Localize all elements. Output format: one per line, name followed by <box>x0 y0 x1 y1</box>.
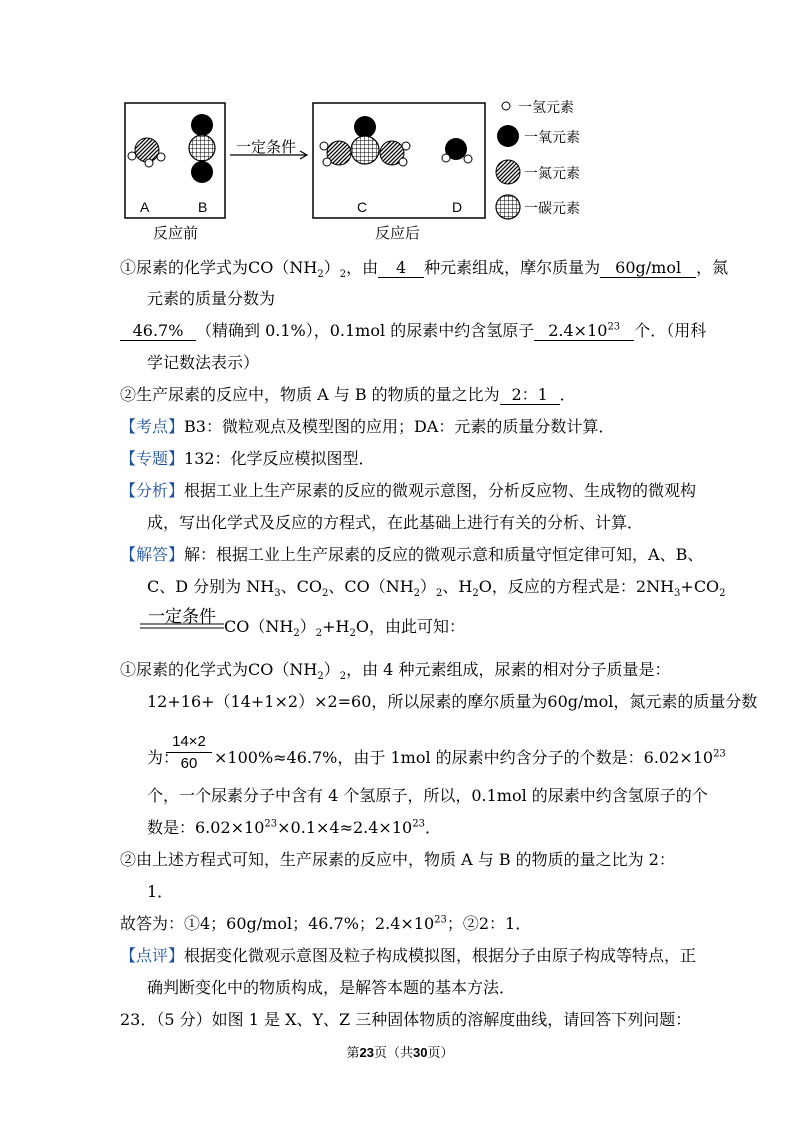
dianping-line1: 【点评】根据变化微观示意图及粒子构成模拟图，根据分子由原子构成等特点，正 <box>120 946 697 965</box>
molecule-a-ammonia <box>128 138 165 167</box>
jieda-p3-prefix: 为： <box>147 748 180 767</box>
legend-oxygen: 一氧元素 <box>524 130 580 146</box>
jieda-p6: ②由上述方程式可知，生产尿素的反应中，物质 A 与 B 的物质的量之比为 2： <box>120 850 675 869</box>
q1-line3: 46.7% （精确到 0.1%），0.1mol 的尿素中约含氢原子 $2.4\times 10^{23}$ 个．（用科 <box>120 321 706 341</box>
zhuanti: 【专题】132：化学反应模拟图型． <box>120 449 375 468</box>
legend-nitrogen-symbol <box>496 160 520 184</box>
answer-hydrogen-atoms: $2.4\times 10^{23}$ <box>534 322 634 341</box>
q1-line1: ①尿素的化学式为$CO(NH_2)_2$，由 4 种元素组成，摩尔质量为 60g/mol ，氮 <box>120 258 729 281</box>
caption-before: 反应前 <box>153 224 199 242</box>
page-number: 23 <box>359 1045 374 1060</box>
kaodian-tag: 【考点】 <box>120 417 185 436</box>
jieda-tag: 【解答】 <box>120 545 185 564</box>
kaodian: 【考点】B3：微粒观点及模型图的应用；DA：元素的质量分数计算． <box>120 417 615 436</box>
molecule-c-urea <box>320 116 410 166</box>
answer-mass-fraction: 46.7% <box>120 322 196 341</box>
fraction-bar <box>166 752 212 753</box>
jieda-p1: ①尿素的化学式为$CO(NH_2)_2$，由 4 种元素组成，尿素的相对分子质量是： <box>120 660 671 683</box>
page-footer: 第23页（共30页） <box>346 1045 454 1060</box>
legend-oxygen-symbol <box>497 125 519 147</box>
molecule-d-water <box>442 138 472 163</box>
fenxi-line2: 成，写出化学式及反应的方程式，在此基础上进行有关的分析、计算． <box>147 513 644 532</box>
label-c: C <box>357 199 368 215</box>
jieda-line3: $CO(NH_2)_2+H_2O$，由此可知： <box>224 617 465 640</box>
legend-hydrogen-symbol <box>502 102 510 110</box>
label-b: B <box>198 199 208 215</box>
answer-element-count: 4 <box>378 259 424 278</box>
legend <box>496 102 520 219</box>
label-d: D <box>452 199 463 215</box>
fenxi-line1: 【分析】根据工业上生产尿素的反应的微观示意图，分析反应物、生成物的微观构 <box>120 481 697 500</box>
dianping-tag: 【点评】 <box>120 946 185 965</box>
jieda-p4: 个，一个尿素分子中含有 4 个氢原子，所以，0.1mol 的尿素中约含氢原子的个 <box>147 786 708 805</box>
equation-condition: 一定条件 <box>148 607 216 627</box>
molecule-b-carbon-dioxide <box>189 114 215 183</box>
fraction-denominator: 60 <box>180 755 198 772</box>
jieda-line1: 【解答】解：根据工业上生产尿素的反应的微观示意和质量守恒定律可知，A、B、 <box>120 545 704 564</box>
jieda-p3: ×100%≈46.7%，由于 1mol 的尿素中约含分子的个数是：$6.02\times 10^{23}$ <box>214 748 726 767</box>
dianping-line2: 确判断变化中的物质构成，是解答本题的基本方法． <box>147 978 516 997</box>
legend-hydrogen: 一氢元素 <box>518 100 574 116</box>
page-total: 30 <box>413 1045 428 1060</box>
fenxi-tag: 【分析】 <box>120 481 185 500</box>
answer-molar-mass: 60g/mol <box>600 259 696 278</box>
legend-carbon-symbol <box>496 195 520 219</box>
q1-line4: 学记数法表示） <box>147 353 260 372</box>
jieda-p5: 数是：$6.02\times 10^{23}\times 0.1\times 4\approx 2.4\times 10^{23}$． <box>147 818 441 837</box>
question-23: 23．（5 分）如图 1 是 X、Y、Z 三种固体物质的溶解度曲线，请回答下列问题： <box>120 1010 692 1029</box>
legend-nitrogen: 一氮元素 <box>524 166 580 182</box>
legend-carbon: 一碳元素 <box>524 201 580 217</box>
condition-label: 一定条件 <box>236 138 297 156</box>
label-a: A <box>140 199 150 215</box>
answer-ratio: 2：1 <box>500 386 560 405</box>
q2-line: ②生产尿素的反应中，物质 A 与 B 的物质的量之比为 2：1 ． <box>120 385 576 404</box>
jieda-line2: C、D 分别为 $NH_3$、$CO_2$、$CO(NH_2)_2$、$H_2O$，反应的方程式是：$2NH_3+CO_2$ <box>147 577 726 600</box>
jieda-p2: 12+16+（14+1×2）×2=60，所以尿素的摩尔质量为60g/mol，氮元素的质量分数 <box>147 692 758 711</box>
final-answer: 故答为：①4；60g/mol；46.7%；$2.4\times 10^{23}$；②2：1． <box>120 914 532 933</box>
zhuanti-tag: 【专题】 <box>120 449 185 468</box>
fraction-numerator: 14×2 <box>172 733 206 750</box>
q1-line2: 元素的质量分数为 <box>147 289 276 308</box>
jieda-p7: 1． <box>147 882 174 901</box>
caption-after: 反应后 <box>375 224 421 242</box>
